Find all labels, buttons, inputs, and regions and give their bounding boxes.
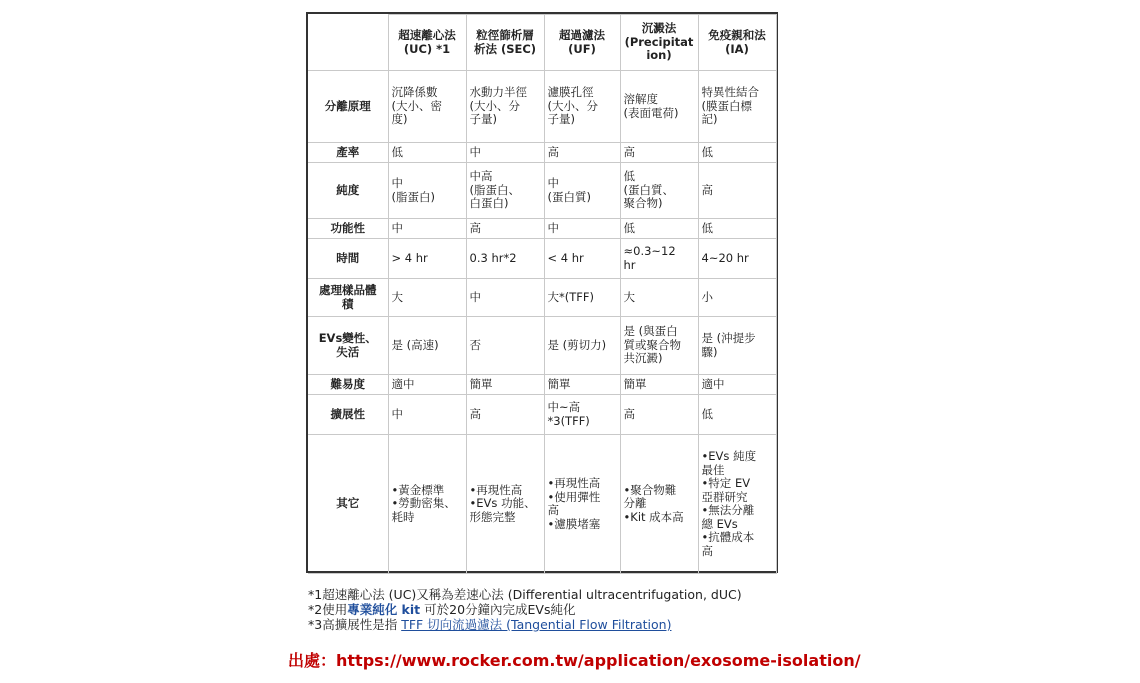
row-label: 難易度 [308,375,388,395]
table-row-sample-volume [308,279,776,317]
footnote-2-prefix: *2使用 [308,602,348,617]
table-row-purity [308,163,776,219]
row-label: 其它 [308,435,388,574]
row-label: 處理樣品體 積 [308,279,388,317]
table-cell: 低 [620,219,698,239]
table-cell: 簡單 [466,375,544,395]
table-row-yield [308,143,776,163]
header-uc: 超速離心法 (UC) *1 [388,15,466,71]
table-cell: 簡單 [620,375,698,395]
table-row-principle [308,71,776,143]
row-label: 時間 [308,239,388,279]
table-cell: 是 (剪切力) [544,317,620,375]
header-row [308,15,776,71]
table-cell: 低 [698,395,776,435]
comparison-table-frame [306,12,778,573]
table-cell: 中 [388,395,466,435]
table-cell: 中 [466,279,544,317]
table-cell: 中 [544,219,620,239]
exosome-isolation-comparison-table [308,14,777,574]
table-cell: 4~20 hr [698,239,776,279]
table-cell: •再現性高 •使用彈性 高 •濾膜堵塞 [544,435,620,574]
table-cell: 適中 [698,375,776,395]
source-citation: 出處：https://www.rocker.com.tw/application/exosome-isolation/ [288,651,861,670]
table-cell: 簡單 [544,375,620,395]
table-cell: 大 [620,279,698,317]
table-cell: 水動力半徑 (大小、分 子量) [466,71,544,143]
row-label: 擴展性 [308,395,388,435]
table-cell: 0.3 hr*2 [466,239,544,279]
table-cell: < 4 hr [544,239,620,279]
row-label: EVs變性、 失活 [308,317,388,375]
table-cell: 小 [698,279,776,317]
header-ia: 免疫親和法 (IA) [698,15,776,71]
table-cell: 大 [388,279,466,317]
footnote-3-prefix: *3高擴展性是指 [308,617,402,632]
table-row-others [308,435,776,574]
footnote-1: *1超速離心法 (UC)又稱為差速心法 (Differential ultracentrifugation, dUC) [308,587,742,602]
table-cell: 中 (蛋白質) [544,163,620,219]
table-cell: 低 (蛋白質、 聚合物) [620,163,698,219]
table-cell: 溶解度 (表面電荷) [620,71,698,143]
table-cell: 中 [466,143,544,163]
footnote-2 [308,602,908,617]
table-cell: 沉降係數 (大小、密 度) [388,71,466,143]
table-cell: •黃金標準 •勞動密集、 耗時 [388,435,466,574]
table-cell: 大*(TFF) [544,279,620,317]
row-label: 分離原理 [308,71,388,143]
row-label: 產率 [308,143,388,163]
table-cell: 高 [544,143,620,163]
footnote-3 [308,617,908,632]
header-uf: 超過濾法 (UF) [544,15,620,71]
table-cell: 是 (高速) [388,317,466,375]
table-cell: 低 [698,219,776,239]
table-cell: 高 [466,219,544,239]
table-cell: 中 (脂蛋白) [388,163,466,219]
table-row-difficulty [308,375,776,395]
table-cell: 是 (沖提步 驟) [698,317,776,375]
header-sec: 粒徑篩析層 析法 (SEC) [466,15,544,71]
table-row-ev-denaturation [308,317,776,375]
footnotes [308,587,908,632]
table-cell: •再現性高 •EVs 功能、 形態完整 [466,435,544,574]
table-row-time [308,239,776,279]
kit-link[interactable]: 專業純化 kit [347,602,421,617]
table-cell: 低 [698,143,776,163]
table-cell: 中高 (脂蛋白、 白蛋白) [466,163,544,219]
table-cell: ≈0.3~12 hr [620,239,698,279]
table-row-scalability [308,395,776,435]
table-cell: •聚合物難 分離 •Kit 成本高 [620,435,698,574]
table-cell: 濾膜孔徑 (大小、分 子量) [544,71,620,143]
table-cell: 否 [466,317,544,375]
table-cell: •EVs 純度 最佳 •特定 EV 亞群研究 •無法分離 總 EVs •抗體成本 高 [698,435,776,574]
table-cell: 是 (與蛋白 質或聚合物 共沉澱) [620,317,698,375]
table-cell: 中~高*3(TFF) [544,395,620,435]
table-cell: 高 [620,395,698,435]
corner-cell [308,15,388,71]
table-cell: 高 [698,163,776,219]
table-cell: 中 [388,219,466,239]
row-label: 純度 [308,163,388,219]
table-cell: > 4 hr [388,239,466,279]
header-precipitation: 沉澱法 (Precipitat ion) [620,15,698,71]
table-cell: 低 [388,143,466,163]
table-cell: 高 [620,143,698,163]
table-cell: 高 [466,395,544,435]
row-label: 功能性 [308,219,388,239]
table-cell: 適中 [388,375,466,395]
table-row-functionality [308,219,776,239]
tff-link[interactable]: TFF 切向流過濾法 (Tangential Flow Filtration) [401,617,672,632]
footnote-2-suffix: 可於20分鐘內完成EVs純化 [420,602,576,617]
table-cell: 特異性結合 (膜蛋白標 記) [698,71,776,143]
